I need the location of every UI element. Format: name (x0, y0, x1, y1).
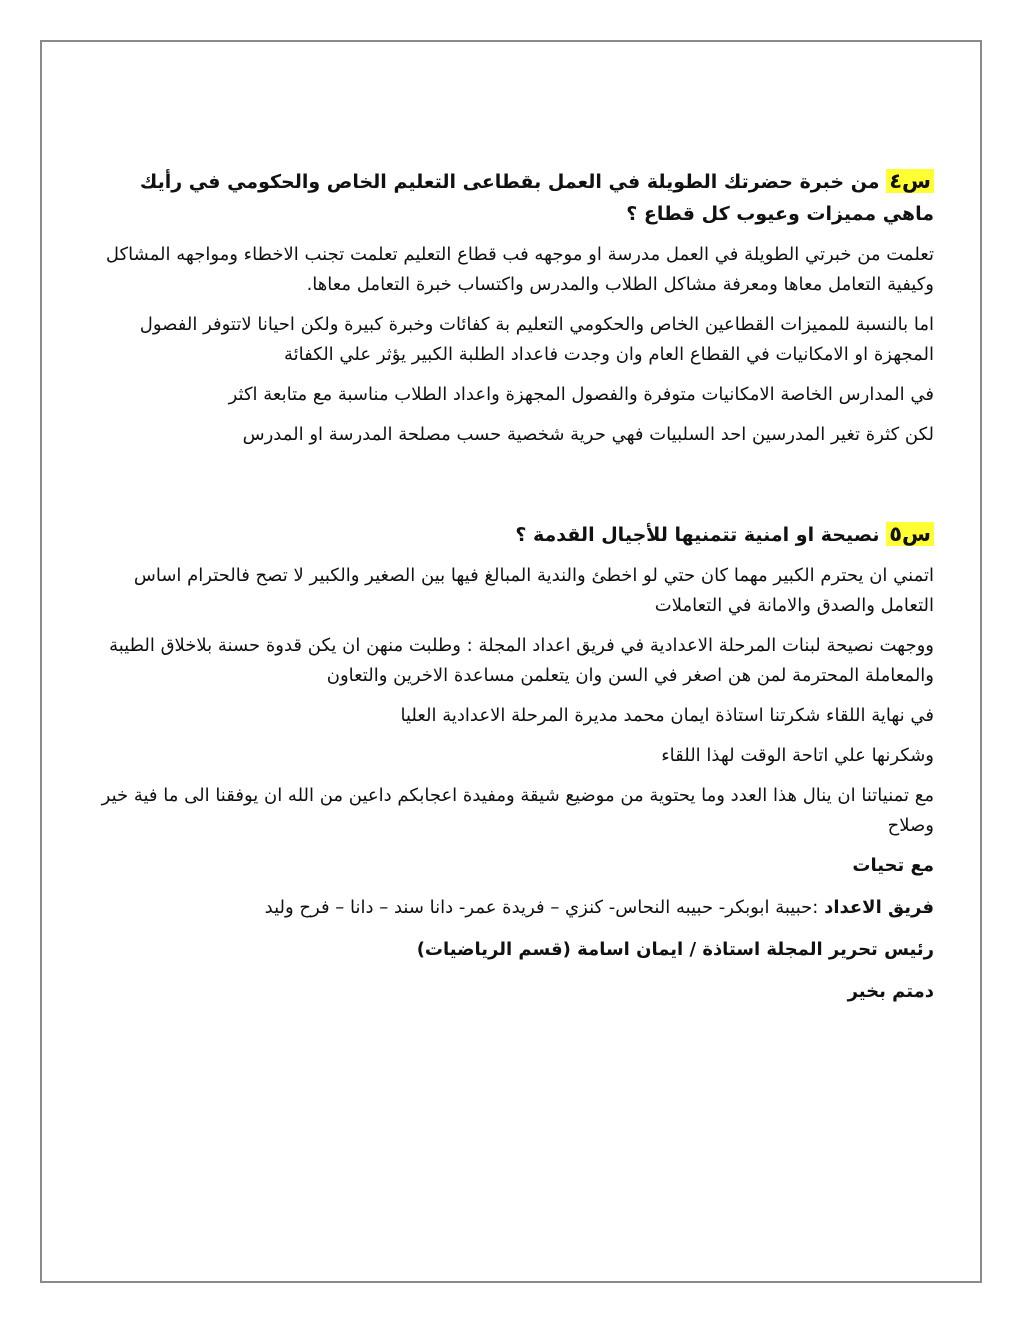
answer-5-paragraph-3: في نهاية اللقاء شكرتنا استاذة ايمان محمد مديرة المرحلة الاعدادية العليا (400, 705, 934, 726)
answer-5-paragraph-2: ووجهت نصيحة لبنات المرحلة الاعدادية في فريق اعداد المجلة : وطلبت منهن ان يكن قدوة حسنة بلاخلاق الطيبة والمعاملة المحترمة لمن هن اصغر في السن وان يتعلمن مساعدة الاخرين والتعاون (109, 635, 934, 686)
question-4-text: من خبرة حضرتك الطويلة في العمل بقطاعى التعليم الخاص والحكومي في رأيك ماهي مميزات وعيوب كل قطاع ؟ (139, 171, 934, 225)
question-4-badge: س٤ (886, 169, 934, 193)
answer-4-paragraph-3: في المدارس الخاصة الامكانيات متوفرة والفصول المجهزة واعداد الطلاب مناسبة مع متابعة اكثر (228, 384, 934, 405)
section-spacer (92, 460, 934, 518)
question-5-heading (92, 518, 934, 551)
answer-4-paragraph-1: تعلمت من خبرتي الطويلة في العمل مدرسة او موجهه فب قطاع التعليم تعلمت تجنب الاخطاء ومواجهه المشاكل وكيفية التعامل معاها ومعرفة مشاكل الطلاب والمدرس واكتساب خبرة التعامل معاها. (105, 244, 934, 295)
answer-4-paragraph-4: لكن كثرة تغير المدرسين احد السلبيات فهي حرية شخصية حسب مصلحة المدرسة او المدرس (242, 424, 934, 445)
answer-5-paragraph-4: وشكرنها علي اتاحة الوقت لهذا اللقاء (661, 745, 934, 766)
closing-farewell: دمتم بخير (847, 981, 934, 1002)
answer-5-paragraph-1: اتمني ان يحترم الكبير مهما كان حتي لو اخطئ والندية المبالغ فيها بين الصغير والكبير لا تصح فالحترام اساس التعامل والصدق والامانة في التعاملات (133, 565, 934, 616)
team-members: :حبيبة ابوبكر- حبيبه النحاس- كنزي – فريدة عمر- دانا سند – دانا – فرح وليد (264, 897, 819, 918)
team-label: فريق الاعداد (824, 897, 934, 918)
question-5-badge: س٥ (886, 522, 934, 546)
question-5-text: نصيحة او امنية تتمنيها للأجيال القدمة ؟ (515, 524, 880, 546)
question-4-heading (92, 165, 934, 230)
answer-4-paragraph-2: اما بالنسبة للمميزات القطاعين الخاص والحكومي التعليم بة كفائات وخبرة كبيرة ولكن احيانا لاتتوفر الفصول المجهزة او الامكانيات في القطاع العام وان وجدت فاعداد الطلبة الكبير يؤثر علي الكفائة (139, 314, 934, 365)
closing-greeting: مع تحيات (852, 855, 934, 876)
document-body (92, 165, 934, 1019)
answer-5-paragraph-5: مع تمنياتنا ان ينال هذا العدد وما يحتوية من موضيع شيقة ومفيدة اعجابكم داعين من الله ان يوفقنا الى ما فية خير وصلاح (101, 785, 934, 836)
team-credit (92, 893, 934, 923)
editor-credit: رئيس تحرير المجلة استاذة / ايمان اسامة (قسم الرياضيات) (416, 939, 934, 960)
